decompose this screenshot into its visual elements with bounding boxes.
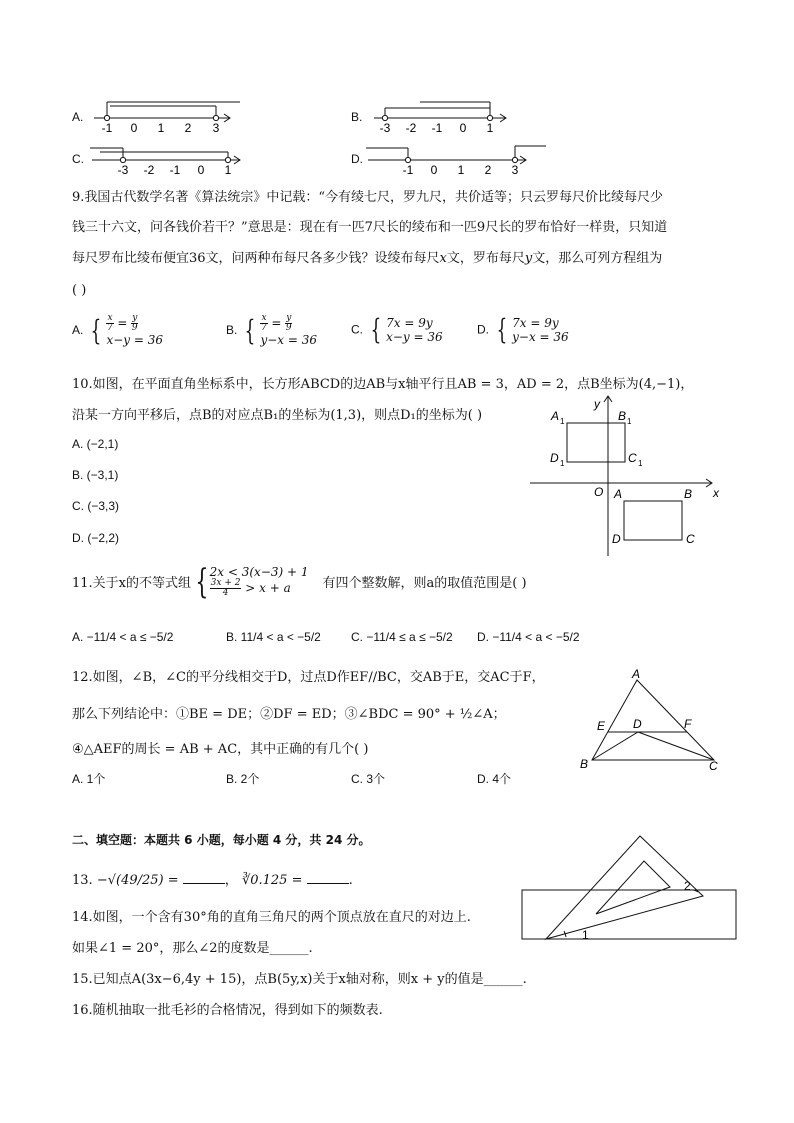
q12-line-1: 12.如图，∠B，∠C的平分线相交于D，过点D作EF//BC，交AB于E，交AC于F， <box>72 670 545 685</box>
point-c-label: C <box>686 532 695 546</box>
q9-line-1: 9.我国古代数学名著《算法统宗》中记载：“今有绫七尺，罗九尺，共价适等；只云罗每尺价比绫每尺少 <box>72 190 664 205</box>
point-d1-label: D <box>550 451 559 465</box>
tick-label: 2 <box>484 163 492 176</box>
q8-option-b-label: B. <box>351 110 363 124</box>
q9-d-eq2: y−x = 36 <box>512 330 569 344</box>
point-e-label: E <box>597 719 606 733</box>
q12-option-d[interactable]: D. 4个 <box>477 772 512 786</box>
point-b-label: B <box>580 757 589 771</box>
frac-num: x <box>107 313 113 323</box>
q9-c-eq1: 7x = 9y <box>386 316 433 330</box>
q12-option-b[interactable]: B. 2个 <box>226 772 260 786</box>
q9-line-2: 钱三十六文，问各钱价若干？”意思是：现在有一匹7尺长的绫布和一匹9尺长的罗布恰好一样贵，只知道 <box>72 220 668 235</box>
point-c1-label: C <box>628 451 637 465</box>
q10-figure-coordinate-plane <box>526 392 722 558</box>
q14-figure-ruler-triangle <box>520 830 742 942</box>
q11-prefix: 11.关于x的不等式组 <box>72 576 192 591</box>
tick-label: -3 <box>117 163 129 176</box>
y-axis-label: y <box>594 397 600 411</box>
q11-suffix: 有四个整数解，则a的取值范围是( ) <box>322 576 527 591</box>
q11-option-c[interactable]: C. −11/4 ≤ a ≤ −5/2 <box>351 630 453 644</box>
tick-label: -2 <box>405 121 417 134</box>
angle-1-label: 1 <box>582 928 589 942</box>
tick-label: 1 <box>224 163 232 176</box>
point-a-label: A <box>614 487 623 501</box>
tick-label: 0 <box>459 121 467 134</box>
point-b1-label: B <box>618 409 627 423</box>
q11-stem: 11.关于x的不等式组 { 2x < 3(x−3) + 1 $\frac{3x + 2}{4}$ > x + a 有四个整数解，则a的取值范围是( ) <box>72 561 527 602</box>
sub-1: 1 <box>560 459 565 468</box>
q8-option-a-label: A. <box>72 110 84 124</box>
q9-var-y: y <box>524 251 533 266</box>
tick-label: 1 <box>157 121 165 134</box>
frac-den: 7 <box>261 323 267 333</box>
q13-sep: ， <box>224 873 238 888</box>
q12-line-3: ④△AEF的周长 = AB + AC，其中正确的有几个( ) <box>72 742 369 757</box>
q12-option-c[interactable]: C. 3个 <box>351 772 386 786</box>
tick-label: 0 <box>430 163 438 176</box>
tick-label: 3 <box>212 121 220 134</box>
tick-label: -1 <box>431 121 443 134</box>
q13-end: . <box>348 873 353 888</box>
tick-label: 2 <box>184 121 192 134</box>
q9-line-3 <box>72 247 662 266</box>
q15-text: 15.已知点A(3x−6,4y + 15)，点B(5y,x)关于x轴对称，则x + y的值是______. <box>72 972 527 987</box>
frac-den: 7 <box>107 323 113 333</box>
q14-line-2: 如果∠1 = 20°，那么∠2的度数是______. <box>72 941 313 956</box>
q13-prefix: 13. <box>72 873 93 888</box>
q16-text: 16.随机抽取一批毛衫的合格情况，得到如下的频数表. <box>72 1003 383 1018</box>
q9-line-3-c: 文，那么可列方程组为 <box>532 251 663 266</box>
q9-option-d[interactable]: D. { 7x = 9y y−x = 36 <box>477 313 569 346</box>
q9-c-eq2: x−y = 36 <box>386 330 443 344</box>
q13-line <box>72 869 353 888</box>
q11-option-b[interactable]: B. 11/4 < a < −5/2 <box>226 630 321 644</box>
q8-option-a-numberline <box>90 98 240 134</box>
q14-line-1: 14.如图，一个含有30°角的直角三角尺的两个顶点放在直尺的对边上. <box>72 910 471 925</box>
frac-num: x <box>261 313 267 323</box>
q9-line-3-a: 每尺罗布比绫布便宜36文，问两种布每尺各多少钱？设绫布每尺 <box>72 251 440 266</box>
frac-den: 9 <box>285 323 292 333</box>
tick-label: 0 <box>197 163 205 176</box>
q11-eq2-den: 4 <box>222 588 229 598</box>
sub-1: 1 <box>560 417 565 426</box>
q10-option-b[interactable]: B. (−3,1) <box>72 468 119 482</box>
q9-answer-paren: ( ) <box>72 283 87 298</box>
origin-label: O <box>594 485 604 499</box>
q9-var-x: x <box>439 251 447 266</box>
q9-option-b-label: B. <box>226 323 238 337</box>
q9-d-eq1: 7x = 9y <box>512 316 559 330</box>
q13-blank-2[interactable] <box>307 871 349 884</box>
q10-line-1: 10.如图，在平面直角坐标系中，长方形ABCD的边AB与x轴平行且AB = 3，AD = 2，点B坐标为(4,−1)， <box>72 377 694 392</box>
q8-option-b-numberline <box>372 98 512 134</box>
q9-option-a-label: A. <box>72 323 84 337</box>
q8-option-c-label: C. <box>72 152 84 166</box>
q11-option-d[interactable]: D. −11/4 < a < −5/2 <box>477 630 580 644</box>
angle-2-label: 2 <box>684 879 691 893</box>
section-2-title: 二、填空题：本题共 6 小题，每小题 4 分，共 24 分。 <box>72 833 371 847</box>
q10-option-d[interactable]: D. (−2,2) <box>72 531 120 545</box>
tick-label: 3 <box>511 163 519 176</box>
tick-label: -3 <box>379 121 391 134</box>
sub-1: 1 <box>638 459 643 468</box>
q8-option-d-numberline <box>366 140 548 176</box>
q12-option-a[interactable]: A. 1个 <box>72 772 106 786</box>
q8-option-c-numberline <box>90 140 250 176</box>
frac-den: 9 <box>131 323 138 333</box>
tick-label: -1 <box>169 163 181 176</box>
q9-option-b[interactable]: B. { $\frac{x}{7}$ = $\frac{y}{9}$ y−x = 36 <box>226 313 318 347</box>
point-d-label: D <box>612 532 621 546</box>
q12-figure-triangle <box>572 666 732 776</box>
q8-option-d-label: D. <box>351 152 363 166</box>
tick-label: 1 <box>457 163 465 176</box>
q11-eq2-num: 3x + 2 <box>210 578 241 588</box>
frac-num: y <box>132 313 138 323</box>
q9-option-c[interactable]: C. { 7x = 9y x−y = 36 <box>351 313 443 346</box>
q10-line-2: 沿某一方向平移后，点B的对应点B₁的坐标为(1,3)，则点D₁的坐标为( ) <box>72 408 483 423</box>
tick-label: 0 <box>130 121 138 134</box>
tick-label: -1 <box>101 121 113 134</box>
q10-option-c[interactable]: C. (−3,3) <box>72 499 120 513</box>
q11-eq2-rest: > x + a <box>245 581 291 595</box>
q11-option-a[interactable]: A. −11/4 < a ≤ −5/2 <box>72 630 174 644</box>
q11-eq1: 2x < 3(x−3) + 1 <box>209 565 309 579</box>
q9-b-eq2: y−x = 36 <box>260 333 318 347</box>
q9-option-a[interactable]: A. { $\frac{x}{7}$ = $\frac{y}{9}$ x−y = 36 <box>72 313 164 347</box>
x-axis-label: x <box>713 486 719 500</box>
q10-option-a[interactable]: A. (−2,1) <box>72 437 119 451</box>
point-b-label: B <box>684 487 693 501</box>
eq-sign: = <box>271 316 282 330</box>
point-a1-label: A <box>551 409 560 423</box>
point-a-label: A <box>632 667 641 681</box>
frac-num: y <box>286 313 292 323</box>
tick-label: 1 <box>486 121 494 134</box>
eq-sign: = <box>117 316 128 330</box>
point-f-label: F <box>684 717 692 731</box>
point-c-label: C <box>709 759 718 773</box>
sub-1: 1 <box>627 417 632 426</box>
q13-blank-1[interactable] <box>183 871 225 884</box>
tick-label: -2 <box>143 163 155 176</box>
q13-expr-2: ∛0.125 = <box>241 873 303 888</box>
point-d-label: D <box>633 717 642 731</box>
q12-line-2: 那么下列结论中：①BE = DE；②DF = ED；③∠BDC = 90° + ½∠A； <box>72 707 506 722</box>
q9-option-c-label: C. <box>351 322 363 337</box>
q13-expr-1: −√(49/25) = <box>96 873 179 888</box>
tick-label: -1 <box>402 163 414 176</box>
q9-line-3-b: 文，罗布每尺 <box>446 251 525 266</box>
q9-option-d-label: D. <box>477 322 489 337</box>
q9-a-eq2: x−y = 36 <box>106 333 164 347</box>
